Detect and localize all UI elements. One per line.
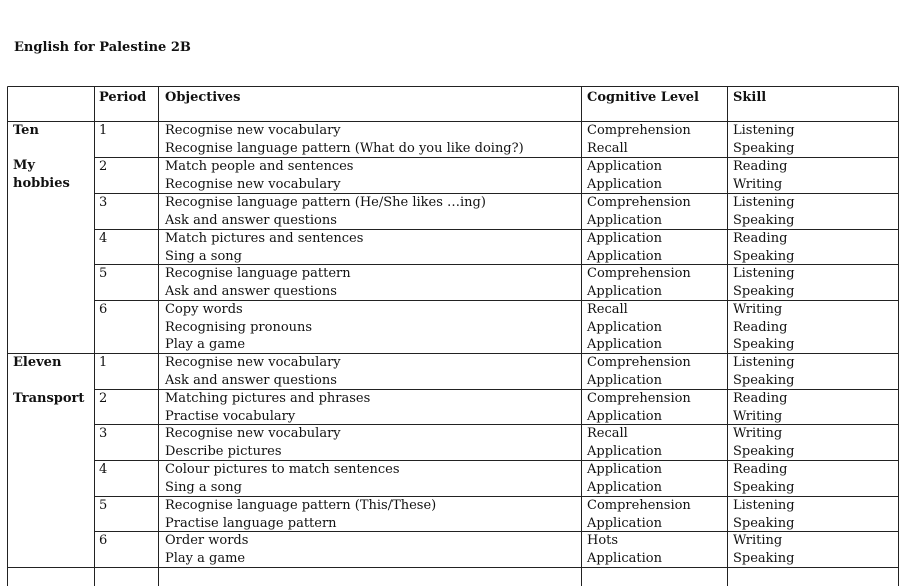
- cognitive-level: Application: [587, 319, 662, 335]
- objective: Play a game: [165, 550, 246, 566]
- skill: Listening: [733, 195, 795, 210]
- skill: Speaking: [733, 140, 795, 156]
- header-period: Period: [99, 90, 147, 105]
- period-number: 3: [99, 426, 108, 441]
- period-number: 6: [99, 533, 108, 548]
- skill: Writing: [733, 533, 783, 548]
- objective: Recognise language pattern: [165, 266, 351, 281]
- skill: Writing: [733, 176, 783, 192]
- cognitive-level: Recall: [587, 426, 628, 441]
- skill: Speaking: [733, 479, 795, 495]
- skill: Reading: [733, 231, 788, 246]
- cognitive-level: Comprehension: [587, 266, 691, 281]
- cognitive-level: Comprehension: [587, 498, 691, 513]
- skill: Reading: [733, 319, 788, 335]
- objective: Recognise new vocabulary: [165, 123, 341, 138]
- period-number: 5: [99, 498, 108, 513]
- skill: Speaking: [733, 212, 795, 228]
- skill: Writing: [733, 408, 783, 424]
- objective: Sing a song: [165, 248, 242, 264]
- period-number: 1: [99, 355, 108, 370]
- period-number: 4: [99, 462, 108, 477]
- period-number: 1: [99, 123, 108, 138]
- cognitive-level: Application: [587, 408, 662, 424]
- objective: Play a game: [165, 337, 246, 353]
- objective: Recognise new vocabulary: [165, 426, 341, 441]
- skill: Listening: [733, 266, 795, 281]
- cognitive-level: Application: [587, 550, 662, 566]
- objective: Practise vocabulary: [165, 408, 296, 424]
- skill: Speaking: [733, 283, 795, 299]
- lesson-plan-table: [7, 86, 899, 586]
- period-number: 3: [99, 195, 108, 210]
- skill: Listening: [733, 355, 795, 370]
- cognitive-level: Recall: [587, 302, 628, 317]
- objective: Ask and answer questions: [165, 372, 337, 388]
- objective: Practise language pattern: [165, 515, 337, 531]
- unit-name: Eleven: [13, 355, 62, 370]
- cognitive-level: Application: [587, 248, 662, 264]
- cognitive-level: Application: [587, 159, 662, 174]
- skill: Reading: [733, 159, 788, 174]
- cognitive-level: Application: [587, 443, 662, 459]
- skill: Writing: [733, 302, 783, 317]
- cognitive-level: Comprehension: [587, 355, 691, 370]
- objective: Recognise language pattern (He/She likes …ing): [165, 195, 486, 210]
- period-number: 2: [99, 159, 108, 174]
- cognitive-level: Application: [587, 515, 662, 531]
- cognitive-level: Application: [587, 337, 662, 353]
- objective: Match pictures and sentences: [165, 231, 364, 246]
- skill: Speaking: [733, 248, 795, 264]
- cognitive-level: Application: [587, 462, 662, 477]
- header-objectives: Objectives: [165, 90, 241, 105]
- period-number: 5: [99, 266, 108, 281]
- skill: Speaking: [733, 372, 795, 388]
- skill: Writing: [733, 426, 783, 441]
- unit-name: Ten: [13, 123, 39, 138]
- cognitive-level: Application: [587, 212, 662, 228]
- period-number: 2: [99, 391, 108, 406]
- objective: Colour pictures to match sentences: [165, 462, 400, 477]
- cognitive-level: Recall: [587, 140, 628, 156]
- objective: Order words: [165, 533, 249, 548]
- cognitive-level: Application: [587, 283, 662, 299]
- objective: Ask and answer questions: [165, 212, 337, 228]
- header-cognitive-level: Cognitive Level: [587, 90, 699, 105]
- skill: Reading: [733, 462, 788, 477]
- cognitive-level: Application: [587, 372, 662, 388]
- cognitive-level: Application: [587, 176, 662, 192]
- objective: Describe pictures: [165, 443, 282, 459]
- period-number: 6: [99, 302, 108, 317]
- cognitive-level: Comprehension: [587, 195, 691, 210]
- skill: Speaking: [733, 550, 795, 566]
- objective: Matching pictures and phrases: [165, 391, 371, 406]
- cognitive-level: Application: [587, 231, 662, 246]
- objective: Copy words: [165, 302, 243, 317]
- objective: Match people and sentences: [165, 159, 354, 174]
- header-skill: Skill: [733, 90, 767, 105]
- objective: Sing a song: [165, 479, 242, 495]
- objective: Recognise language pattern (This/These): [165, 498, 437, 513]
- cognitive-level: Hots: [587, 533, 619, 548]
- objective: Recognise language pattern (What do you like doing?): [165, 140, 524, 156]
- unit-theme: Transport: [13, 391, 85, 406]
- objective: Recognising pronouns: [165, 319, 313, 335]
- skill: Listening: [733, 498, 795, 513]
- unit-theme: My hobbies: [13, 158, 70, 191]
- cognitive-level: Comprehension: [587, 123, 691, 138]
- skill: Speaking: [733, 515, 795, 531]
- skill: Listening: [733, 123, 795, 138]
- period-number: 4: [99, 231, 108, 246]
- cognitive-level: Application: [587, 479, 662, 495]
- skill: Speaking: [733, 337, 795, 353]
- skill: Reading: [733, 391, 788, 406]
- cognitive-level: Comprehension: [587, 391, 691, 406]
- skill: Speaking: [733, 443, 795, 459]
- objective: Recognise new vocabulary: [165, 355, 341, 370]
- objective: Ask and answer questions: [165, 283, 337, 299]
- document-title: English for Palestine 2B: [14, 40, 191, 55]
- objective: Recognise new vocabulary: [165, 176, 341, 192]
